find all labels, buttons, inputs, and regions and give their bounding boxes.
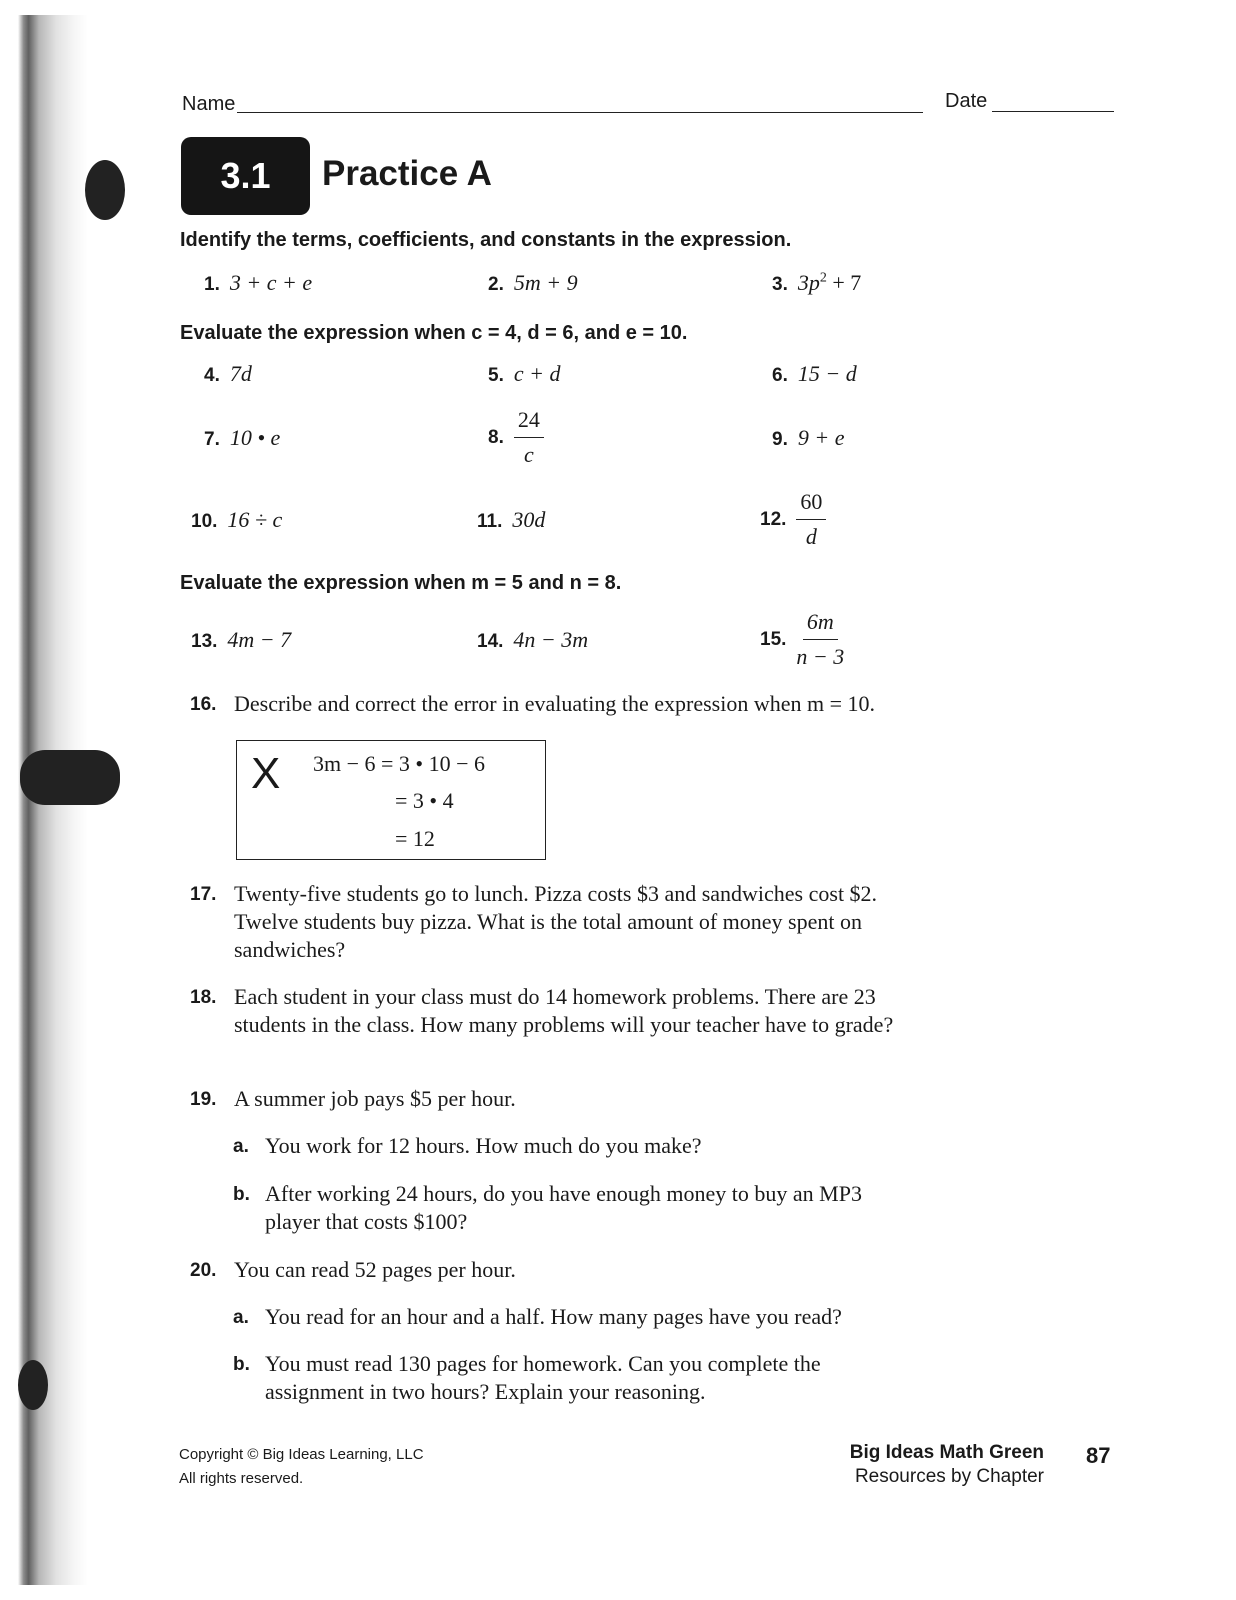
binder-hole bbox=[85, 160, 125, 220]
instruction-3: Evaluate the expression when m = 5 and n = 8. bbox=[180, 572, 622, 594]
page-title: Practice A bbox=[322, 154, 492, 193]
problem-7: 7. 10 • e bbox=[204, 425, 281, 450]
work-line-1: 3m − 6 = 3 • 10 − 6 bbox=[313, 751, 486, 776]
problem-10: 10. 16 ÷ c bbox=[191, 507, 283, 532]
fraction: $\frac{60}{d}$ bbox=[796, 489, 826, 550]
problem-11: 11. 30d bbox=[477, 507, 546, 532]
work-line-3: = 12 bbox=[395, 826, 435, 851]
fraction: $\frac{6m}{n - 3}$ bbox=[796, 609, 845, 669]
rights: All rights reserved. bbox=[179, 1470, 304, 1487]
problem-19: 19. A summer job pays $5 per hour. bbox=[190, 1086, 516, 1111]
binder-hole bbox=[18, 1360, 48, 1410]
problem-1: 1. 3 + c + e bbox=[204, 270, 313, 295]
problem-8: 8. $\frac{24}{c}$ bbox=[488, 407, 544, 468]
problem-5: 5. c + d bbox=[488, 361, 561, 386]
date-field[interactable] bbox=[992, 111, 1114, 112]
problem-18: 18. Each student in your class must do 14 homework problems. There are 23 students in the class. How many problems will your teacher have to grade? bbox=[190, 984, 894, 1037]
problem-9: 9. 9 + e bbox=[772, 425, 845, 450]
page-number: 87 bbox=[1086, 1443, 1111, 1468]
problem-6: 6. 15 − d bbox=[772, 361, 857, 386]
problem-3: 3. $3p^2 + 7$ bbox=[772, 270, 862, 295]
binder-hole bbox=[20, 750, 120, 805]
problem-15: 15. $\frac{6m}{n - 3}$ bbox=[760, 609, 845, 669]
instruction-1: Identify the terms, coefficients, and constants in the expression. bbox=[180, 229, 792, 251]
instruction-2: Evaluate the expression when c = 4, d = 6, and e = 10. bbox=[180, 322, 688, 344]
name-label: Name bbox=[182, 93, 236, 115]
problem-19a: a. You work for 12 hours. How much do you make? bbox=[233, 1133, 702, 1158]
problem-12: 12. $\frac{60}{d}$ bbox=[760, 489, 826, 550]
problem-16: 16. Describe and correct the error in evaluating the expression when m = 10. bbox=[190, 691, 876, 716]
date-label: Date bbox=[945, 90, 988, 112]
fraction: $\frac{24}{c}$ bbox=[514, 407, 544, 468]
name-field[interactable] bbox=[237, 112, 923, 113]
problem-13: 13. 4m − 7 bbox=[191, 627, 292, 652]
book-subtitle: Resources by Chapter bbox=[854, 1466, 1044, 1487]
copyright: Copyright © Big Ideas Learning, LLC bbox=[179, 1446, 424, 1463]
problem-17: 17. Twenty-five students go to lunch. Pizza costs $3 and sandwiches cost $2. Twelve students buy pizza. What is the total amount of money spent on sandwiches? bbox=[190, 881, 878, 962]
problem-20: 20. You can read 52 pages per hour. bbox=[190, 1257, 516, 1282]
problem-4: 4. 7d bbox=[204, 361, 252, 386]
problem-20a: a. You read for an hour and a half. How many pages have you read? bbox=[233, 1304, 842, 1329]
error-x-mark: X bbox=[251, 749, 281, 798]
problem-14: 14. 4n − 3m bbox=[477, 627, 589, 652]
problem-20b: b. You must read 130 pages for homework. Can you complete the assignment in two hours? Explain your reasoning. bbox=[233, 1351, 821, 1404]
problem-19b: b. After working 24 hours, do you have enough money to buy an MP3 player that costs $100? bbox=[233, 1181, 862, 1234]
section-badge: 3.1 bbox=[181, 137, 310, 215]
book-title: Big Ideas Math Green bbox=[849, 1442, 1044, 1463]
problem-2: 2. 5m + 9 bbox=[488, 270, 578, 295]
error-box bbox=[236, 740, 546, 860]
work-line-2: = 3 • 4 bbox=[395, 788, 454, 813]
